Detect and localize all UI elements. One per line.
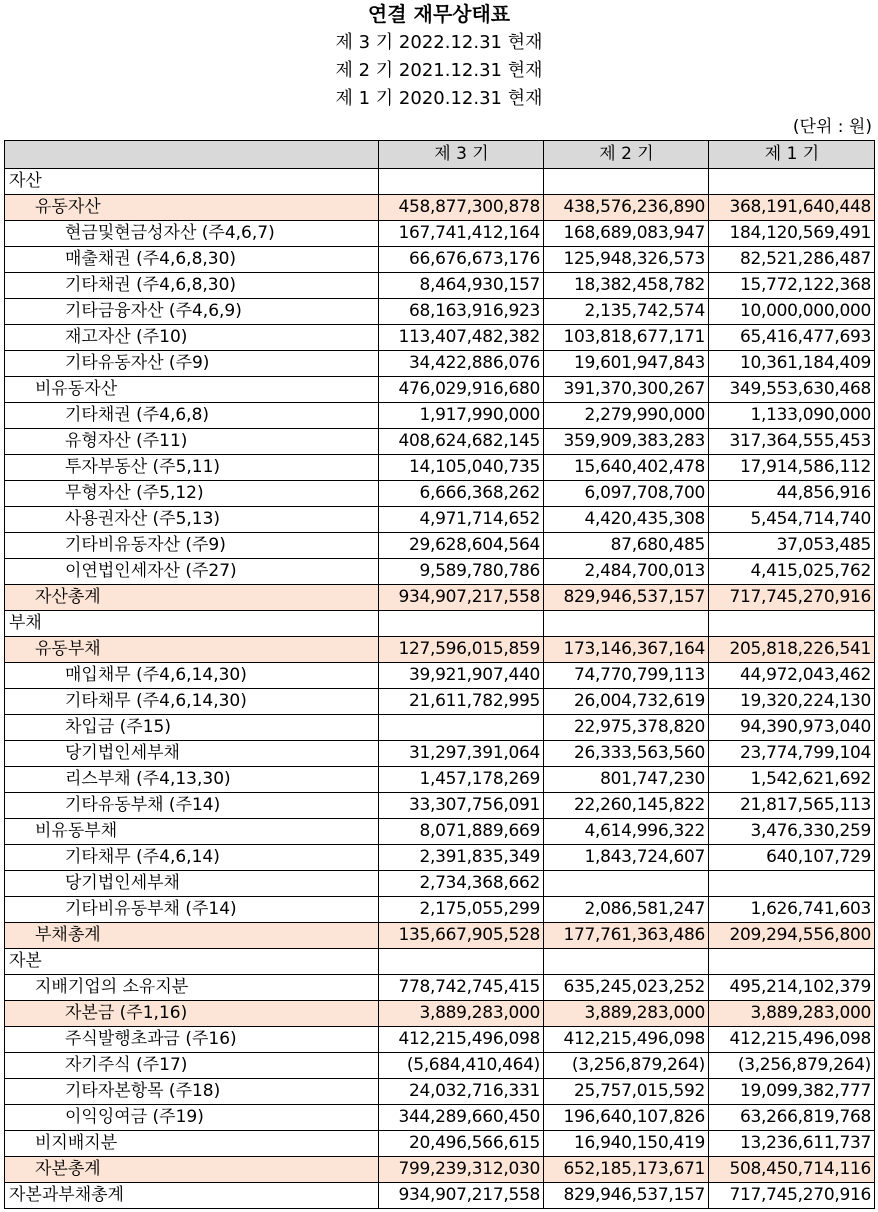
value-cell-period-2: 652,185,173,671 — [544, 1157, 709, 1183]
value-cell-period-1: 1,542,621,692 — [709, 767, 875, 793]
value-cell-period-3: 2,391,835,349 — [379, 845, 544, 871]
table-row — [5, 377, 875, 403]
row-label: 재고자산 (주10) — [5, 325, 379, 351]
value-cell-period-3: 68,163,916,923 — [379, 299, 544, 325]
value-cell-period-1: 10,000,000,000 — [709, 299, 875, 325]
value-cell-period-3: 24,032,716,331 — [379, 1079, 544, 1105]
unit-label: (단위 : 원) — [792, 117, 872, 137]
value-cell-period-1: 1,133,090,000 — [709, 403, 875, 429]
value-cell-period-3: (5,684,410,464) — [379, 1053, 544, 1079]
table-row — [5, 429, 875, 455]
row-label: 무형자산 (주5,12) — [5, 481, 379, 507]
value-cell-period-2: 359,909,383,283 — [544, 429, 709, 455]
value-cell-period-3: 6,666,368,262 — [379, 481, 544, 507]
value-cell-period-2: 15,640,402,478 — [544, 455, 709, 481]
value-cell-period-2: 6,097,708,700 — [544, 481, 709, 507]
row-label: 자본금 (주1,16) — [5, 1001, 379, 1027]
value-cell-period-3: 3,889,283,000 — [379, 1001, 544, 1027]
table-row — [5, 871, 875, 897]
value-cell-period-3: 2,734,368,662 — [379, 871, 544, 897]
table-row — [5, 221, 875, 247]
row-label: 자본 — [5, 949, 379, 975]
row-label: 당기법인세부채 — [5, 871, 379, 897]
value-cell-period-1: 184,120,569,491 — [709, 221, 875, 247]
value-cell-period-2 — [544, 169, 709, 195]
table-row — [5, 403, 875, 429]
value-cell-period-3: 167,741,412,164 — [379, 221, 544, 247]
row-label: 기타금융자산 (주4,6,9) — [5, 299, 379, 325]
value-cell-period-2: 22,975,378,820 — [544, 715, 709, 741]
value-cell-period-2: 18,382,458,782 — [544, 273, 709, 299]
table-row — [5, 923, 875, 949]
value-cell-period-2: 2,484,700,013 — [544, 559, 709, 585]
value-cell-period-1: 1,626,741,603 — [709, 897, 875, 923]
value-cell-period-2 — [544, 871, 709, 897]
table-row — [5, 585, 875, 611]
value-cell-period-2: 3,889,283,000 — [544, 1001, 709, 1027]
value-cell-period-2: 74,770,799,113 — [544, 663, 709, 689]
value-cell-period-1: 13,236,611,737 — [709, 1131, 875, 1157]
value-cell-period-2: 103,818,677,171 — [544, 325, 709, 351]
table-row — [5, 845, 875, 871]
row-label: 자산총계 — [5, 585, 379, 611]
table-row — [5, 819, 875, 845]
row-label: 유동자산 — [5, 195, 379, 221]
value-cell-period-1: 495,214,102,379 — [709, 975, 875, 1001]
table-row — [5, 949, 875, 975]
table-row — [5, 1183, 875, 1209]
value-cell-period-1: 37,053,485 — [709, 533, 875, 559]
table-row — [5, 1131, 875, 1157]
row-label: 투자부동산 (주5,11) — [5, 455, 379, 481]
value-cell-period-3: 4,971,714,652 — [379, 507, 544, 533]
period-line-1: 제 1 기 2020.12.31 현재 — [335, 88, 543, 109]
table-row — [5, 195, 875, 221]
table-row — [5, 663, 875, 689]
value-cell-period-2: 168,689,083,947 — [544, 221, 709, 247]
value-cell-period-3: 799,239,312,030 — [379, 1157, 544, 1183]
value-cell-period-2: 635,245,023,252 — [544, 975, 709, 1001]
value-cell-period-2: 829,946,537,157 — [544, 1183, 709, 1209]
value-cell-period-2: 177,761,363,486 — [544, 923, 709, 949]
value-cell-period-3 — [379, 611, 544, 637]
value-cell-period-1: 19,320,224,130 — [709, 689, 875, 715]
table-row — [5, 1001, 875, 1027]
table-row — [5, 611, 875, 637]
value-cell-period-3: 21,611,782,995 — [379, 689, 544, 715]
value-cell-period-2: 2,086,581,247 — [544, 897, 709, 923]
row-label: 당기법인세부채 — [5, 741, 379, 767]
value-cell-period-3: 31,297,391,064 — [379, 741, 544, 767]
table-row — [5, 533, 875, 559]
table-row — [5, 793, 875, 819]
value-cell-period-3: 8,464,930,157 — [379, 273, 544, 299]
value-cell-period-1: 717,745,270,916 — [709, 585, 875, 611]
value-cell-period-1: 65,416,477,693 — [709, 325, 875, 351]
table-row — [5, 715, 875, 741]
value-cell-period-1: 15,772,122,368 — [709, 273, 875, 299]
value-cell-period-1: 349,553,630,468 — [709, 377, 875, 403]
value-cell-period-3: 934,907,217,558 — [379, 1183, 544, 1209]
row-label: 비유동자산 — [5, 377, 379, 403]
value-cell-period-1: 10,361,184,409 — [709, 351, 875, 377]
value-cell-period-2: 801,747,230 — [544, 767, 709, 793]
value-cell-period-2: 26,333,563,560 — [544, 741, 709, 767]
value-cell-period-1: 508,450,714,116 — [709, 1157, 875, 1183]
row-label: 주식발행초과금 (주16) — [5, 1027, 379, 1053]
value-cell-period-3: 408,624,682,145 — [379, 429, 544, 455]
table-row — [5, 273, 875, 299]
value-cell-period-2: 2,279,990,000 — [544, 403, 709, 429]
value-cell-period-1: 4,415,025,762 — [709, 559, 875, 585]
row-label: 사용권자산 (주5,13) — [5, 507, 379, 533]
value-cell-period-3 — [379, 715, 544, 741]
value-cell-period-3: 20,496,566,615 — [379, 1131, 544, 1157]
value-cell-period-3: 2,175,055,299 — [379, 897, 544, 923]
value-cell-period-2: 412,215,496,098 — [544, 1027, 709, 1053]
value-cell-period-1: 5,454,714,740 — [709, 507, 875, 533]
value-cell-period-1: 368,191,640,448 — [709, 195, 875, 221]
row-label: 기타채무 (주4,6,14,30) — [5, 689, 379, 715]
value-cell-period-3: 66,676,673,176 — [379, 247, 544, 273]
value-cell-period-3: 34,422,886,076 — [379, 351, 544, 377]
value-cell-period-3: 113,407,482,382 — [379, 325, 544, 351]
row-label: 리스부채 (주4,13,30) — [5, 767, 379, 793]
row-label: 비유동부채 — [5, 819, 379, 845]
value-cell-period-2: 196,640,107,826 — [544, 1105, 709, 1131]
header-cell-label — [5, 141, 379, 169]
value-cell-period-3: 458,877,300,878 — [379, 195, 544, 221]
value-cell-period-1 — [709, 871, 875, 897]
table-row — [5, 299, 875, 325]
row-label: 부채총계 — [5, 923, 379, 949]
table-row — [5, 481, 875, 507]
value-cell-period-1: 640,107,729 — [709, 845, 875, 871]
value-cell-period-3: 778,742,745,415 — [379, 975, 544, 1001]
row-label: 기타유동부채 (주14) — [5, 793, 379, 819]
value-cell-period-2: 4,614,996,322 — [544, 819, 709, 845]
table-row — [5, 169, 875, 195]
row-label: 자산 — [5, 169, 379, 195]
value-cell-period-3: 476,029,916,680 — [379, 377, 544, 403]
value-cell-period-1: 412,215,496,098 — [709, 1027, 875, 1053]
row-label: 자본과부채총계 — [5, 1183, 379, 1209]
table-row — [5, 455, 875, 481]
row-label: 이연법인세자산 (주27) — [5, 559, 379, 585]
value-cell-period-1: 19,099,382,777 — [709, 1079, 875, 1105]
table-row — [5, 741, 875, 767]
balance-sheet-table — [4, 140, 875, 1209]
value-cell-period-1: 63,266,819,768 — [709, 1105, 875, 1131]
value-cell-period-2: 391,370,300,267 — [544, 377, 709, 403]
row-label: 부채 — [5, 611, 379, 637]
table-row — [5, 559, 875, 585]
header-cell-period-3: 제 3 기 — [379, 141, 544, 169]
value-cell-period-1: 17,914,586,112 — [709, 455, 875, 481]
value-cell-period-3: 135,667,905,528 — [379, 923, 544, 949]
value-cell-period-1: 3,889,283,000 — [709, 1001, 875, 1027]
value-cell-period-2: (3,256,879,264) — [544, 1053, 709, 1079]
value-cell-period-2: 1,843,724,607 — [544, 845, 709, 871]
table-row — [5, 325, 875, 351]
row-label: 기타채무 (주4,6,14) — [5, 845, 379, 871]
table-row — [5, 507, 875, 533]
value-cell-period-3: 412,215,496,098 — [379, 1027, 544, 1053]
row-label: 차입금 (주15) — [5, 715, 379, 741]
value-cell-period-3: 344,289,660,450 — [379, 1105, 544, 1131]
value-cell-period-2: 22,260,145,822 — [544, 793, 709, 819]
value-cell-period-3: 29,628,604,564 — [379, 533, 544, 559]
value-cell-period-1: 44,972,043,462 — [709, 663, 875, 689]
value-cell-period-1: 23,774,799,104 — [709, 741, 875, 767]
value-cell-period-3: 127,596,015,859 — [379, 637, 544, 663]
value-cell-period-3: 934,907,217,558 — [379, 585, 544, 611]
value-cell-period-1 — [709, 169, 875, 195]
table-row — [5, 975, 875, 1001]
value-cell-period-2 — [544, 611, 709, 637]
value-cell-period-1: 3,476,330,259 — [709, 819, 875, 845]
row-label: 비지배지분 — [5, 1131, 379, 1157]
value-cell-period-2: 16,940,150,419 — [544, 1131, 709, 1157]
period-line-3: 제 3 기 2022.12.31 현재 — [335, 32, 543, 53]
value-cell-period-2: 125,948,326,573 — [544, 247, 709, 273]
value-cell-period-2: 2,135,742,574 — [544, 299, 709, 325]
value-cell-period-3 — [379, 169, 544, 195]
statement-title: 연결 재무상태표 — [367, 2, 511, 26]
value-cell-period-3 — [379, 949, 544, 975]
value-cell-period-1: 82,521,286,487 — [709, 247, 875, 273]
table-row — [5, 637, 875, 663]
header-cell-period-1: 제 1 기 — [709, 141, 875, 169]
row-label: 기타유동자산 (주9) — [5, 351, 379, 377]
value-cell-period-2: 87,680,485 — [544, 533, 709, 559]
row-label: 유형자산 (주11) — [5, 429, 379, 455]
row-label: 유동부채 — [5, 637, 379, 663]
value-cell-period-2 — [544, 949, 709, 975]
value-cell-period-3: 1,917,990,000 — [379, 403, 544, 429]
value-cell-period-1: (3,256,879,264) — [709, 1053, 875, 1079]
value-cell-period-2: 4,420,435,308 — [544, 507, 709, 533]
value-cell-period-1: 21,817,565,113 — [709, 793, 875, 819]
value-cell-period-2: 19,601,947,843 — [544, 351, 709, 377]
value-cell-period-1: 94,390,973,040 — [709, 715, 875, 741]
value-cell-period-2: 829,946,537,157 — [544, 585, 709, 611]
table-row — [5, 897, 875, 923]
value-cell-period-1: 205,818,226,541 — [709, 637, 875, 663]
header-cell-period-2: 제 2 기 — [544, 141, 709, 169]
value-cell-period-3: 14,105,040,735 — [379, 455, 544, 481]
row-label: 매입채무 (주4,6,14,30) — [5, 663, 379, 689]
value-cell-period-3: 9,589,780,786 — [379, 559, 544, 585]
value-cell-period-2: 173,146,367,164 — [544, 637, 709, 663]
row-label: 기타자본항목 (주18) — [5, 1079, 379, 1105]
value-cell-period-2: 26,004,732,619 — [544, 689, 709, 715]
value-cell-period-3: 1,457,178,269 — [379, 767, 544, 793]
value-cell-period-3: 39,921,907,440 — [379, 663, 544, 689]
value-cell-period-1 — [709, 611, 875, 637]
row-label: 기타채권 (주4,6,8) — [5, 403, 379, 429]
row-label: 기타채권 (주4,6,8,30) — [5, 273, 379, 299]
row-label: 지배기업의 소유지분 — [5, 975, 379, 1001]
value-cell-period-1: 317,364,555,453 — [709, 429, 875, 455]
row-label: 기타비유동자산 (주9) — [5, 533, 379, 559]
value-cell-period-3: 8,071,889,669 — [379, 819, 544, 845]
value-cell-period-2: 438,576,236,890 — [544, 195, 709, 221]
table-row — [5, 1079, 875, 1105]
value-cell-period-1: 717,745,270,916 — [709, 1183, 875, 1209]
table-row — [5, 247, 875, 273]
table-row — [5, 1105, 875, 1131]
table-row — [5, 1027, 875, 1053]
value-cell-period-1: 209,294,556,800 — [709, 923, 875, 949]
row-label: 기타비유동부채 (주14) — [5, 897, 379, 923]
table-row — [5, 351, 875, 377]
row-label: 현금및현금성자산 (주4,6,7) — [5, 221, 379, 247]
period-line-2: 제 2 기 2021.12.31 현재 — [335, 60, 543, 81]
value-cell-period-1: 44,856,916 — [709, 481, 875, 507]
value-cell-period-2: 25,757,015,592 — [544, 1079, 709, 1105]
row-label: 자본총계 — [5, 1157, 379, 1183]
table-row — [5, 767, 875, 793]
header-row — [5, 141, 875, 169]
row-label: 매출채권 (주4,6,8,30) — [5, 247, 379, 273]
table-row — [5, 1157, 875, 1183]
table-row — [5, 689, 875, 715]
table-row — [5, 1053, 875, 1079]
row-label: 자기주식 (주17) — [5, 1053, 379, 1079]
row-label: 이익잉여금 (주19) — [5, 1105, 379, 1131]
value-cell-period-1 — [709, 949, 875, 975]
value-cell-period-3: 33,307,756,091 — [379, 793, 544, 819]
